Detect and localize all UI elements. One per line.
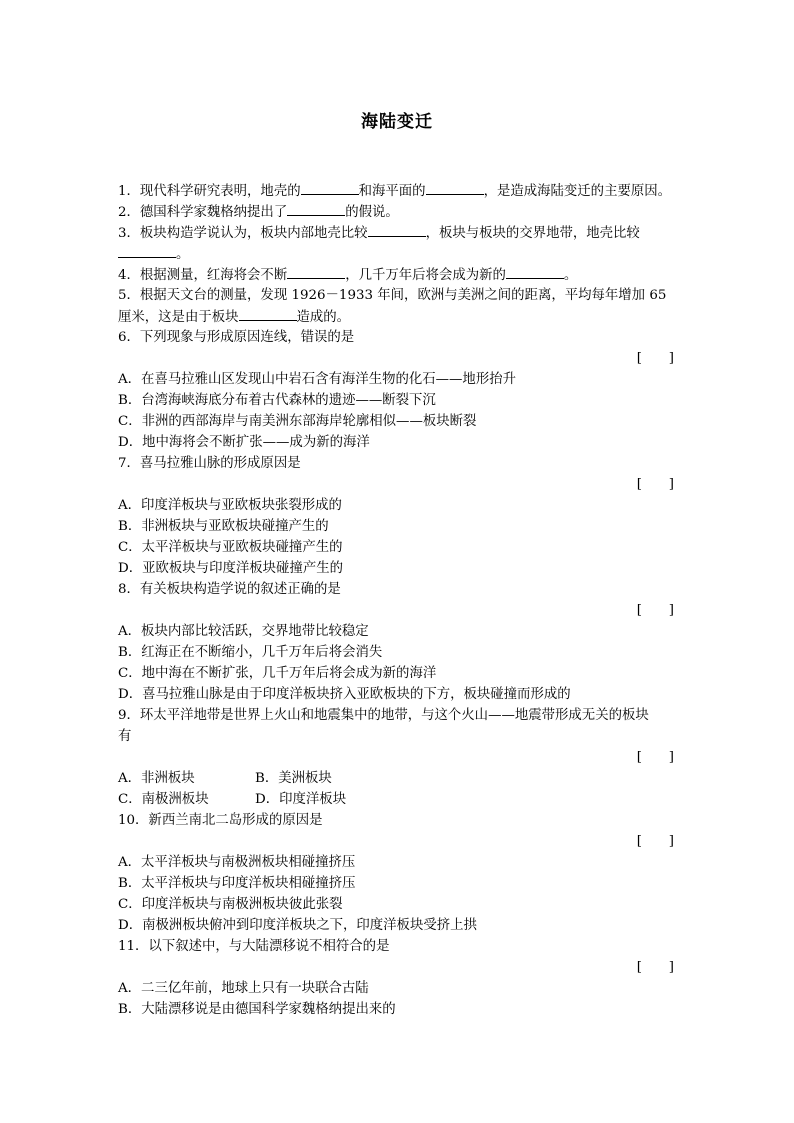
question-3: 3．板块构造学说认为，板块内部地壳比较 ，板块与板块的交界地带，地壳比较 — [118, 222, 678, 243]
option-b: B．美洲板块 — [255, 771, 332, 786]
answer-bracket[interactable]: [ ] — [636, 834, 674, 849]
option-a: A．板块内部比较活跃，交界地带比较稳定 — [118, 624, 369, 639]
option-b: B．台湾海峡海底分布着古代森林的遗迹——断裂下沉 — [118, 393, 436, 408]
option-d: D．喜马拉雅山脉是由于印度洋板块挤入亚欧板块的下方，板块碰撞而形成的 — [118, 687, 571, 702]
answer-bracket[interactable]: [ ] — [636, 603, 674, 618]
answer-blank[interactable] — [506, 264, 564, 279]
option-a: A．印度洋板块与亚欧板块张裂形成的 — [118, 498, 342, 513]
option-a: A．非洲板块 — [118, 771, 195, 786]
option-c: C．太平洋板块与亚欧板块碰撞产生的 — [118, 540, 343, 555]
question-6-stem: 6．下列现象与形成原因连线，错误的是 — [118, 330, 355, 345]
option-row — [118, 789, 678, 810]
option-c: C．南极洲板块 — [118, 792, 209, 807]
option-b: B．非洲板块与亚欧板块碰撞产生的 — [118, 519, 329, 534]
answer-blank[interactable] — [301, 180, 359, 195]
option-d: D．印度洋板块 — [255, 792, 347, 807]
option-d: D．亚欧板块与印度洋板块碰撞产生的 — [118, 561, 343, 576]
answer-bracket[interactable]: [ ] — [636, 750, 674, 765]
answer-blank[interactable] — [287, 201, 345, 216]
option-c: C．印度洋板块与南极洲板块彼此张裂 — [118, 897, 343, 912]
question-1: 1．现代科学研究表明，地壳的 和海平面的 ，是造成海陆变迁的主要原因。 — [118, 180, 678, 201]
option-b: B．大陆漂移说是由德国科学家魏格纳提出来的 — [118, 1002, 396, 1017]
question-list — [118, 180, 678, 1020]
option-c: C．地中海在不断扩张，几千万年后将会成为新的海洋 — [118, 666, 437, 681]
option-d: D．南极洲板块俯冲到印度洋板块之下，印度洋板块受挤上拱 — [118, 918, 477, 933]
option-row — [118, 768, 678, 789]
question-11-stem: 11．以下叙述中，与大陆漂移说不相符合的是 — [118, 939, 390, 954]
question-10-stem: 10．新西兰南北二岛形成的原因是 — [118, 813, 323, 828]
answer-blank[interactable] — [426, 180, 484, 195]
question-9-stem-cont: 有 — [118, 729, 132, 744]
option-c: C．非洲的西部海岸与南美洲东部海岸轮廓相似——板块断裂 — [118, 414, 477, 429]
question-8-stem: 8．有关板块构造学说的叙述正确的是 — [118, 582, 341, 597]
answer-blank[interactable] — [368, 222, 426, 237]
answer-bracket[interactable]: [ ] — [636, 477, 674, 492]
question-5-cont: 厘米，这是由于板块 造成的。 — [118, 306, 678, 327]
question-7-stem: 7．喜马拉雅山脉的形成原因是 — [118, 456, 301, 471]
answer-blank[interactable] — [118, 243, 176, 258]
question-9-stem: 9．环太平洋地带是世界上火山和地震集中的地带，与这个火山——地震带形成无关的板块 — [118, 708, 649, 723]
option-a: A．太平洋板块与南极洲板块相碰撞挤压 — [118, 855, 356, 870]
answer-bracket[interactable]: [ ] — [636, 351, 674, 366]
question-5: 5．根据天文台的测量，发现 1926－1933 年间，欧洲与美洲之间的距离，平均每年增加 65 — [118, 288, 667, 303]
option-d: D．地中海将会不断扩张——成为新的海洋 — [118, 435, 370, 450]
question-2: 2．德国科学家魏格纳提出了 的假说。 — [118, 201, 678, 222]
option-b: B．太平洋板块与印度洋板块相碰撞挤压 — [118, 876, 356, 891]
question-3-cont: 。 — [118, 243, 678, 264]
question-4: 4．根据测量，红海将会不断 ，几千万年后将会成为新的 。 — [118, 264, 678, 285]
option-b: B．红海正在不断缩小，几千万年后将会消失 — [118, 645, 383, 660]
page-title: 海陆变迁 — [361, 112, 433, 132]
answer-blank[interactable] — [239, 306, 297, 321]
answer-blank[interactable] — [287, 264, 345, 279]
answer-bracket[interactable]: [ ] — [636, 960, 674, 975]
option-a: A．二三亿年前，地球上只有一块联合古陆 — [118, 981, 369, 996]
option-a: A．在喜马拉雅山区发现山中岩石含有海洋生物的化石——地形抬升 — [118, 372, 516, 387]
